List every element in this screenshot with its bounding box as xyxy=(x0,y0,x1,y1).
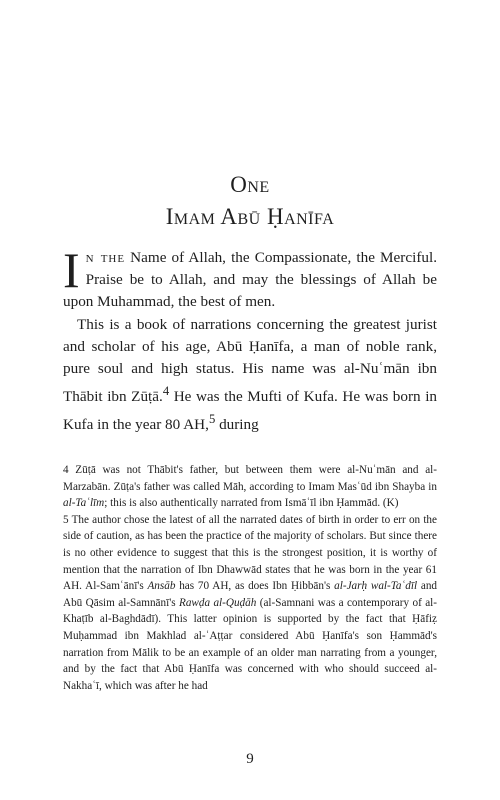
footnote-5-title-ansab: Ansāb xyxy=(147,580,176,593)
footnote-ref-5: 5 xyxy=(208,412,216,427)
footnote-4-title: al-Taʿlīm xyxy=(63,497,105,510)
chapter-title: Imam Abū Ḥanīfa xyxy=(165,204,335,229)
footnote-5-text-d: (al-Samnani was a contemporary of al-Khaṭīb al-Baghdādī). This latter opinion is supported by the fact that Ḥāfiẓ Muḥammad ibn Makhlad al-ʿAṭṭar considered Abū Ḥanīfa's son Ḥammād's narration from Mālik to be an example of an older man narrating from a younger, and by the fact that Abū Ḥanīfa was concerned with who should succeed al-Nakhaʿī, which was after he had xyxy=(63,596,437,692)
paragraph-2-text-c: during xyxy=(215,416,259,434)
paragraph-2 xyxy=(63,314,437,437)
footnote-5-text-c: and Abū Qāsim al-Samnānī's xyxy=(63,580,438,609)
footnote-5-text-b: has 70 AH, as does Ibn Ḥibbān's xyxy=(175,580,335,593)
footnote-5-text-a: 5 The author chose the latest of all the narrated dates of birth in order to err on the side of caution, as has been the practice of the majority of scholars. But since there is no other evidence to suggest that this is the strongest position, it is worthy of mention that the narration of Ibn Dhawwād states that he was born in the year 61 AH. Al-Samʿānī's xyxy=(63,513,437,593)
paragraph-1 xyxy=(63,242,437,314)
chapter-number: One xyxy=(230,172,270,197)
footnote-5-title-jarh: al-Jarḥ wal-Taʿdīl xyxy=(334,580,418,593)
paragraph-1-text: Name of Allah, the Compassionate, the Merciful. Praise be to Allah, and may the blessings of Allah be upon Muhammad, the best of men. xyxy=(63,249,437,311)
paragraph-2-text-a: This is a book of narrations concerning the greatest jurist and scholar of his age, Abū Ḥanīfa, a man of noble rank, pure soul and high status. His name was al-Nuʿmān ibn Thābit ibn Zūṭā. xyxy=(63,315,437,406)
paragraph-2-text-b: He was the Mufti of Kufa. He was born in Kufa in the year 80 AH, xyxy=(63,388,438,434)
footnote-5-title-rawda: Rawḍa al-Quḍāh xyxy=(178,596,257,609)
page-number: 9 xyxy=(246,751,254,767)
lead-words: n the xyxy=(85,249,126,266)
footnote-ref-4: 4 xyxy=(162,384,170,399)
drop-cap: I xyxy=(63,242,80,298)
footnote-5 xyxy=(63,512,437,695)
footnote-4-text-a: 4 Zūṭā was not Thābit's father, but between them were al-Nuʿmān and al-Marzabān. Zūṭa's father was called Māh, according to Imam Masʿūd ibn Shayba in xyxy=(63,464,437,493)
main-text xyxy=(63,242,438,437)
footnote-4 xyxy=(63,462,437,512)
footnotes xyxy=(63,462,437,694)
footnote-4-text-b: ; this is also authentically narrated from Ismāʿīl ibn Ḥammād. (K) xyxy=(104,497,399,510)
